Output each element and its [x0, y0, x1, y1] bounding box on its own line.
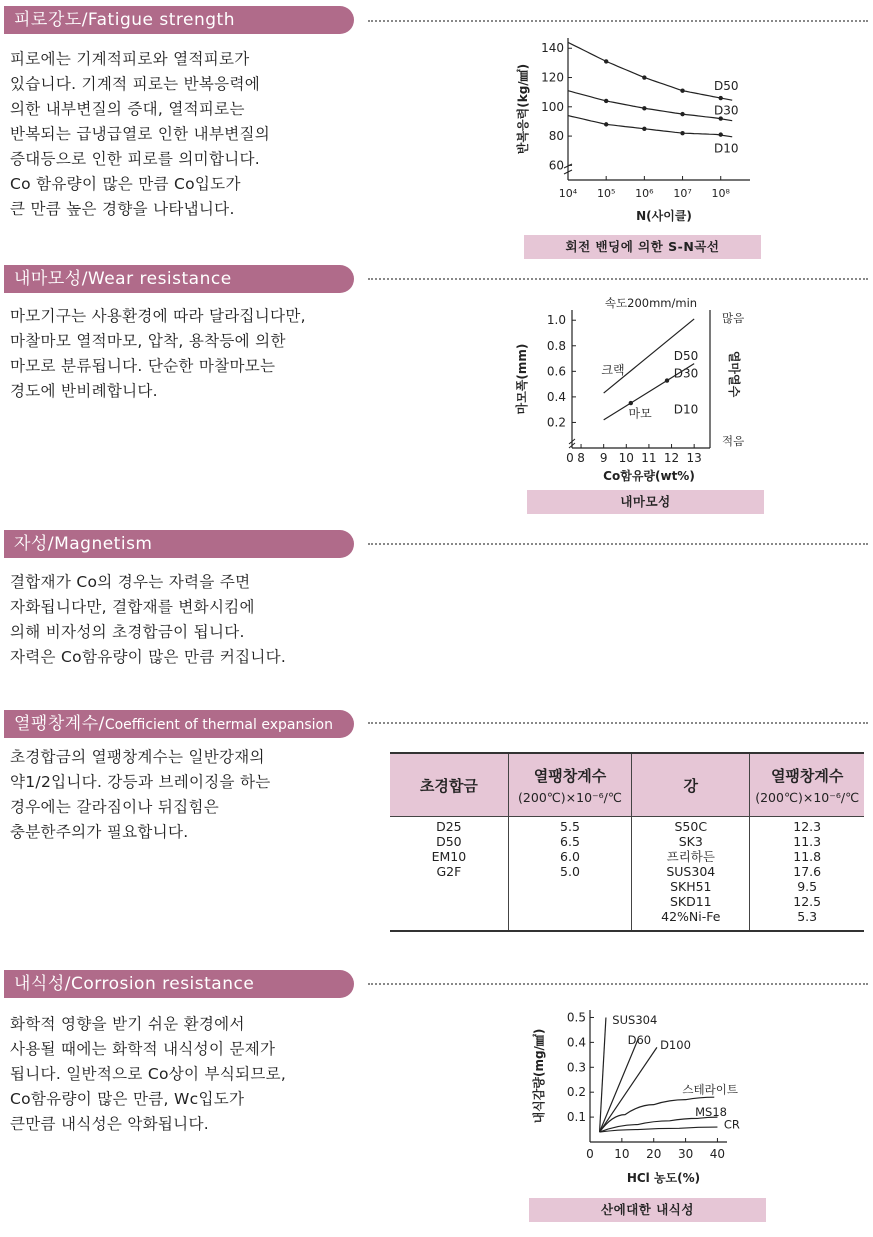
annotation-d50: D50 — [673, 348, 699, 363]
wear-chart — [510, 292, 760, 486]
y-tick-label: 0.4 — [546, 389, 566, 404]
data-point — [629, 401, 633, 405]
text-line: 마모로 분류됩니다. 단순한 마찰마모는 — [10, 357, 276, 375]
series-label: 스테라이트 — [682, 1082, 738, 1097]
section-title: 자성/Magnetism — [14, 534, 153, 554]
x-tick-label: 13 — [686, 451, 702, 465]
table-cell: 5.0 — [560, 864, 580, 879]
table-header-cell: 강 — [632, 753, 750, 817]
table-cell: G2F — [436, 864, 462, 879]
series-line-cr — [600, 1127, 718, 1132]
table-cell: 11.3 — [793, 834, 822, 849]
table-cell: 42%Ni-Fe — [661, 909, 721, 924]
series-label-wear: 마모 — [628, 406, 652, 421]
table-header-cell: 열팽창계수 (200℃)×10⁻⁶/℃ — [508, 753, 632, 817]
series-line-d60 — [600, 1040, 638, 1132]
series-line-d50 — [568, 42, 732, 100]
text-line: 큰만큼 내식성은 악화됩니다. — [10, 1115, 209, 1133]
table-cell: 프리하든 — [666, 849, 715, 864]
data-point — [719, 132, 723, 136]
table-cell: 12.5 — [793, 894, 822, 909]
x-axis-label: Co함유량(wt%) — [603, 469, 695, 483]
text-line: 의해 비자성의 초경합금이 됩니다. — [10, 623, 245, 641]
data-point — [642, 75, 646, 79]
text-line: 자화됩니다만, 결합재를 변화시킴에 — [10, 598, 255, 616]
text-line: Co 함유량이 많은 만큼 Co입도가 — [10, 175, 241, 193]
table-cell: 6.0 — [560, 849, 580, 864]
data-point — [642, 106, 646, 110]
section-title-en: Coefficient of thermal expansion — [104, 717, 333, 733]
annotation-d30: D30 — [673, 366, 699, 381]
text-line: 마찰마모 열적마모, 압착, 용착등에 의한 — [10, 332, 286, 350]
x-tick-label: 12 — [663, 451, 680, 465]
y-axis-label: 마모폭(mm) — [515, 343, 529, 415]
table-cell: S50C — [674, 819, 708, 834]
y2-top-label: 많음 — [722, 311, 745, 325]
text-line: 됩니다. 일반적으로 Co상이 부식되므로, — [10, 1065, 287, 1083]
text-line: 큰 만큼 높은 경향을 나타냅니다. — [10, 200, 235, 218]
y-tick-label: 140 — [541, 41, 564, 56]
fatigue-paragraph — [10, 47, 355, 222]
text-line: Co함유량이 많은 만큼, Wc입도가 — [10, 1090, 245, 1108]
x-tick-label: 0 — [586, 1147, 594, 1161]
steel-column — [632, 817, 750, 931]
section-title: 내식성/Corrosion resistance — [14, 974, 255, 994]
corrosion-chart — [525, 1000, 775, 1195]
table-cell: 6.5 — [560, 834, 580, 849]
x-tick-label: 40 — [709, 1147, 726, 1161]
text-line: 경우에는 갈라짐이나 뒤집힘은 — [10, 798, 220, 816]
text-line: 경도에 반비례합니다. — [10, 382, 158, 400]
table-cell: 5.5 — [560, 819, 580, 834]
table-cell: 5.3 — [797, 909, 818, 924]
corrosion-paragraph — [10, 1012, 355, 1137]
wear-caption: 내마모성 — [527, 490, 764, 514]
section-header-fatigue — [4, 6, 354, 34]
dotted-divider — [368, 278, 868, 280]
y-tick-label: 0.1 — [566, 1110, 586, 1125]
x-tick-label: 0 — [566, 451, 574, 465]
thermal-paragraph — [10, 745, 355, 845]
section-header-wear — [4, 265, 354, 293]
series-label-d10: D10 — [714, 141, 739, 156]
y2-axis-label: 열마열수 — [727, 350, 741, 398]
sn-curve-caption: 회전 밴딩에 의한 S-N곡선 — [524, 235, 761, 259]
dotted-divider — [368, 983, 868, 985]
text-line: 사용될 때에는 화학적 내식성이 문제가 — [10, 1040, 276, 1058]
y-tick-label: 1.0 — [546, 313, 566, 328]
x-tick-label: 8 — [577, 451, 585, 465]
series-label: SUS304 — [612, 1012, 658, 1027]
text-line: 피로에는 기계적피로와 열적피로가 — [10, 50, 250, 68]
table-cell: 12.3 — [793, 819, 822, 834]
text-line: 초경합금의 열팽창계수는 일반강재의 — [10, 748, 265, 766]
magnetism-paragraph — [10, 570, 355, 670]
section-header-corrosion — [4, 970, 354, 998]
table-cell: SUS304 — [666, 864, 716, 879]
series-label-crack: 크랙 — [601, 362, 625, 377]
data-point — [719, 96, 723, 100]
x-tick-label: 10⁵ — [596, 187, 616, 200]
table-cell: D25 — [436, 819, 462, 834]
table-header-cell: 초경합금 — [390, 753, 508, 817]
x-tick-label: 30 — [677, 1147, 694, 1161]
data-point — [604, 122, 608, 126]
series-label: D60 — [627, 1032, 652, 1047]
series-label: CR — [723, 1117, 740, 1132]
y-tick-label: 60 — [548, 158, 564, 173]
section-title-ko: 열팽창계수/ — [14, 714, 105, 734]
text-line: 반복되는 급냉급열로 인한 내부변질의 — [10, 125, 271, 143]
x-tick-label: 10⁷ — [673, 187, 692, 200]
y2-bottom-label: 적음 — [722, 434, 745, 448]
text-line: 마모기구는 사용환경에 따라 달라집니다만, — [10, 307, 306, 325]
sn-curve-chart — [510, 28, 760, 230]
y-tick-label: 0.5 — [566, 1010, 586, 1025]
table-cell: D50 — [436, 834, 462, 849]
table-cell: 17.6 — [793, 864, 822, 879]
dotted-divider — [368, 722, 868, 724]
table-cell: SKH51 — [670, 879, 712, 894]
x-tick-label: 10⁴ — [558, 187, 578, 200]
series-line-d100 — [600, 1047, 657, 1132]
series-label: D100 — [660, 1037, 691, 1052]
section-header-magnetism — [4, 530, 354, 558]
x-tick-label: 10⁶ — [635, 187, 654, 200]
table-header-row — [390, 753, 864, 817]
table-cell: 11.8 — [793, 849, 822, 864]
data-point — [680, 89, 684, 93]
carbide-column — [390, 817, 508, 931]
y-tick-label: 0.2 — [566, 1085, 586, 1100]
text-line: 결합재가 Co의 경우는 자력을 주면 — [10, 573, 251, 591]
table-cell: SK3 — [678, 834, 703, 849]
table-row — [390, 817, 864, 931]
series-label-d30: D30 — [714, 103, 739, 118]
text-line: 충분한주의가 필요합니다. — [10, 823, 189, 841]
data-point — [680, 131, 684, 135]
x-axis-label: N(사이클) — [636, 209, 692, 223]
data-point — [680, 112, 684, 116]
text-line: 증대등으로 인한 피로를 의미합니다. — [10, 150, 261, 168]
x-tick-label: 10 — [614, 1147, 630, 1161]
annotation-d10: D10 — [673, 402, 699, 417]
steel-cte-column — [750, 817, 864, 931]
y-tick-label: 80 — [548, 129, 564, 144]
section-header-thermal — [4, 710, 354, 738]
table-cell: EM10 — [431, 849, 467, 864]
series-line-d10 — [568, 116, 732, 137]
text-line: 약1/2입니다. 강등과 브레이징을 하는 — [10, 773, 271, 791]
section-title: 피로강도/Fatigue strength — [14, 10, 235, 30]
dotted-divider — [368, 20, 868, 22]
series-line-sus304 — [600, 1017, 606, 1132]
text-line: 화학적 영향을 받기 쉬운 환경에서 — [10, 1015, 245, 1033]
x-tick-label: 10 — [618, 451, 634, 465]
data-point — [604, 99, 608, 103]
dotted-divider — [368, 543, 868, 545]
text-line: 있습니다. 기계적 피로는 반복응력에 — [10, 75, 261, 93]
data-point — [604, 59, 608, 63]
y-tick-label: 0.6 — [546, 364, 566, 379]
section-title: 내마모성/Wear resistance — [14, 269, 232, 289]
wear-paragraph — [10, 304, 355, 404]
table-cell: SKD11 — [669, 894, 712, 909]
y-tick-label: 0.4 — [566, 1035, 586, 1050]
table-header-cell: 열팽창계수 (200℃)×10⁻⁶/℃ — [750, 753, 864, 817]
text-line: 의한 내부변질의 증대, 열적피로는 — [10, 100, 245, 118]
y-axis-label: 내식감량(mg/㎟) — [532, 1028, 546, 1124]
corrosion-caption: 산에대한 내식성 — [529, 1198, 766, 1222]
series-label: MS18 — [695, 1105, 727, 1120]
y-tick-label: 0.2 — [546, 415, 566, 430]
x-tick-label: 11 — [641, 451, 657, 465]
x-tick-label: 20 — [646, 1147, 662, 1161]
text-line: 자력은 Co함유량이 많은 만큼 커집니다. — [10, 648, 287, 666]
y-axis-label: 반복응력(kg/㎟) — [516, 63, 530, 155]
data-point — [665, 378, 669, 382]
y-tick-label: 0.8 — [546, 338, 566, 353]
x-tick-label: 9 — [599, 451, 608, 465]
x-axis-label: HCl 농도(%) — [626, 1171, 701, 1185]
thermal-expansion-table — [390, 752, 864, 932]
y-tick-label: 0.3 — [566, 1060, 586, 1075]
x-tick-label: 10⁸ — [711, 187, 730, 200]
chart-title: 속도200mm/min — [604, 296, 698, 310]
series-label-d50: D50 — [714, 79, 739, 94]
table-cell: 9.5 — [797, 879, 818, 894]
y-tick-label: 100 — [541, 99, 564, 114]
y-tick-label: 120 — [541, 70, 564, 85]
carbide-cte-column — [508, 817, 632, 931]
data-point — [642, 127, 646, 131]
